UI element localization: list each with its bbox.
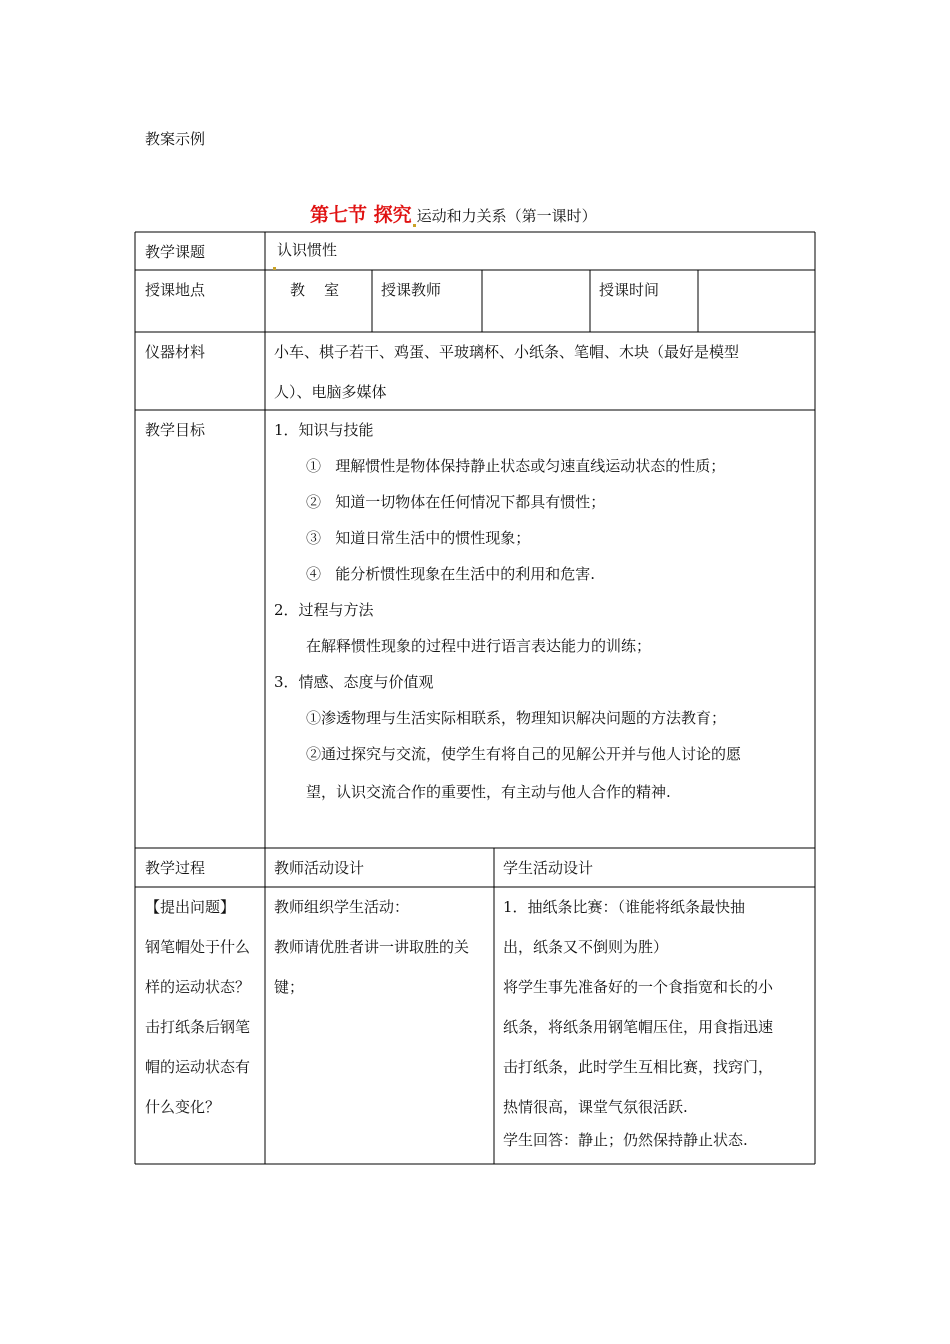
student-activity-line-7: 学生回答：静止；仍然保持静止状态.: [503, 1131, 748, 1149]
goals-para-3a: ①渗透物理与生活实际相联系，物理知识解决问题的方法教育；: [306, 709, 727, 727]
goals-label: 教学目标: [145, 421, 206, 439]
question-line-3: 样的运动状态？: [145, 978, 251, 996]
title-rest: 运动和力关系（第一课时）: [416, 207, 597, 225]
topic-value-wrap: [272, 230, 337, 270]
goals-item-2: ② 知道一切物体在任何情况下都具有惯性；: [306, 493, 606, 511]
teacher-activity-line-2: 教师请优胜者讲一讲取胜的关: [274, 938, 470, 956]
goals-item-1: ① 理解惯性是物体保持静止状态或匀速直线运动状态的性质；: [306, 457, 726, 475]
page-title: [310, 200, 597, 227]
goals-para-3b: ②通过探究与交流，使学生有将自己的见解公开并与他人讨论的愿: [306, 745, 742, 763]
student-activity-line-5: 击打纸条，此时学生互相比赛，找窍门，: [503, 1058, 774, 1076]
materials-label: 仪器材料: [145, 343, 206, 361]
student-activity-line-4: 纸条，将纸条用钢笔帽压住，用食指迅速: [503, 1018, 774, 1036]
title-red-part: 第七节 探究: [310, 204, 412, 226]
teacher-column-header: 教师活动设计: [274, 859, 365, 877]
materials-line1: 小车、棋子若干、鸡蛋、平玻璃杯、小纸条、笔帽、木块（最好是模型: [274, 343, 740, 361]
goals-heading-1: 1．知识与技能: [274, 421, 374, 439]
edit-mark: [273, 267, 276, 270]
place-value: 教 室: [290, 281, 340, 299]
goals-item-3: ③ 知道日常生活中的惯性现象；: [306, 529, 531, 547]
student-activity-line-1: 1．抽纸条比赛：（谁能将纸条最快抽: [503, 898, 746, 916]
document-label: 教案示例: [145, 130, 206, 148]
goals-heading-2: 2．过程与方法: [274, 601, 374, 619]
topic-label: 教学课题: [145, 243, 206, 261]
process-label: 教学过程: [145, 859, 206, 877]
student-column-header: 学生活动设计: [503, 859, 594, 877]
student-activity-line-3: 将学生事先准备好的一个食指宽和长的小: [503, 978, 774, 996]
teacher-activity-line-1: 教师组织学生活动：: [274, 898, 410, 916]
goals-para-3c: 望，认识交流合作的重要性，有主动与他人合作的精神.: [306, 783, 671, 801]
goals-para-2: 在解释惯性现象的过程中进行语言表达能力的训练；: [306, 637, 652, 655]
goals-heading-3: 3．情感、态度与价值观: [274, 673, 434, 691]
teacher-activity-line-3: 键；: [274, 978, 305, 996]
question-line-6: 什么变化？: [145, 1098, 221, 1116]
goals-item-4: ④ 能分析惯性现象在生活中的利用和危害.: [306, 565, 596, 583]
question-line-4: 击打纸条后钢笔: [145, 1018, 251, 1036]
materials-line2: 人）、电脑多媒体: [274, 383, 387, 401]
teacher-label: 授课教师: [381, 281, 442, 299]
question-line-2: 钢笔帽处于什么: [145, 938, 251, 956]
place-label: 授课地点: [145, 281, 206, 299]
question-line-5: 帽的运动状态有: [145, 1058, 251, 1076]
student-activity-line-6: 热情很高，课堂气氛很活跃.: [503, 1098, 688, 1116]
student-activity-line-2: 出，纸条又不倒则为胜）: [503, 938, 669, 956]
time-label: 授课时间: [599, 281, 660, 299]
question-line-1: 【提出问题】: [145, 898, 236, 916]
topic-value: 认识惯性: [277, 241, 338, 259]
edit-mark: [413, 224, 416, 227]
